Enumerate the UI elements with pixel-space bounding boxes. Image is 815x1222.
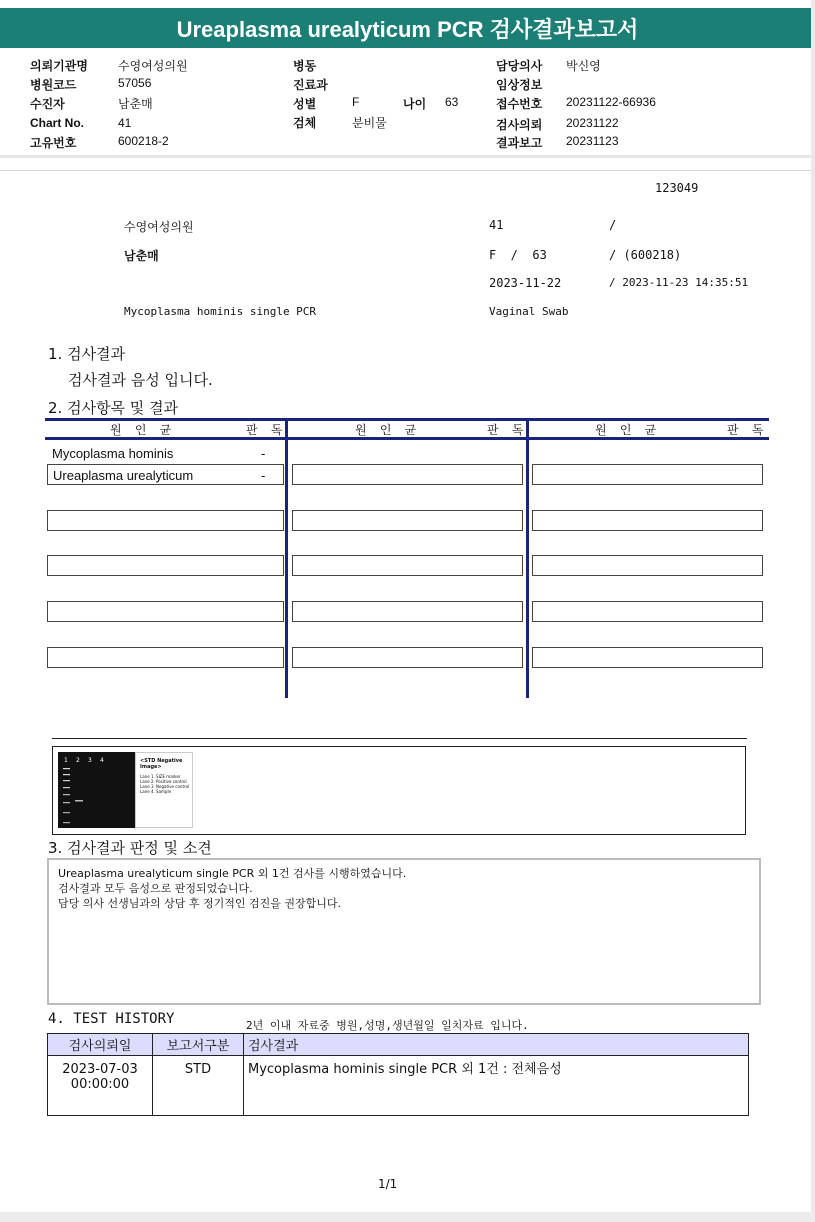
- header-label-sex: 성별: [293, 97, 317, 111]
- header-label-age: 나이: [403, 97, 427, 111]
- lane-label: 2: [76, 757, 80, 764]
- table-cell: [292, 510, 523, 531]
- opinion-line: 담당 의사 선생님과의 상담 후 정기적인 검진을 권장합니다.: [58, 897, 341, 910]
- header-label-clinical-info: 임상정보: [496, 78, 543, 92]
- header-label-ward: 병동: [293, 59, 317, 73]
- record-report-datetime: / 2023-11-23 14:35:51: [609, 276, 749, 289]
- history-col-type: 보고서구분: [153, 1034, 244, 1056]
- header-label-request-date: 검사의뢰: [496, 118, 543, 132]
- record-hospital: 수영여성의원: [124, 220, 194, 234]
- history-header-row: [48, 1034, 749, 1056]
- gel-caption-title: <STD Negative Image>: [140, 758, 183, 770]
- table-column-divider-2: [526, 418, 529, 698]
- col-header-result-3: 판 독: [727, 423, 767, 437]
- header-label-patient: 수진자: [30, 97, 65, 111]
- gel-caption-line: Lane 2. Positive control: [140, 779, 187, 784]
- lane-label: 1: [64, 757, 68, 764]
- opinion-box: [47, 858, 761, 1005]
- record-specimen: Vaginal Swab: [489, 305, 569, 318]
- history-result: Mycoplasma hominis single PCR 외 1건 : 전체음성: [244, 1056, 749, 1116]
- section4-title: 4. TEST HISTORY: [48, 1011, 175, 1027]
- gel-caption: [135, 752, 193, 828]
- section1-title: 1. 검사결과: [48, 345, 126, 363]
- table-cell: [532, 464, 763, 485]
- gel-bands: [58, 752, 135, 828]
- header-label-receipt-no: 접수번호: [496, 97, 543, 111]
- table-cell: [47, 510, 284, 531]
- header-value-unique-no: 600218-2: [118, 134, 169, 148]
- table-cell: [292, 464, 523, 485]
- page-number: 1/1: [378, 1177, 398, 1191]
- gel-caption-line: Lane 1. SIZE marker: [140, 774, 181, 779]
- table-cell: [47, 647, 284, 668]
- table-cell: [292, 601, 523, 622]
- header-value-receipt-no: 20231122-66936: [566, 95, 656, 109]
- report-title: Ureaplasma urealyticum PCR 검사결과보고서: [0, 8, 815, 48]
- record-code: 123049: [655, 181, 699, 195]
- record-request-date: 2023-11-22: [489, 276, 562, 290]
- history-table: [47, 1033, 749, 1116]
- table-cell: [532, 555, 763, 576]
- header-value-request-date: 20231122: [566, 116, 619, 130]
- header-value-sex: F: [352, 95, 360, 109]
- table-cell: [47, 601, 284, 622]
- table-cell: [47, 555, 284, 576]
- col-header-result-1: 판 독: [246, 423, 286, 437]
- record-chart: 41: [489, 218, 504, 232]
- table-cell: [532, 510, 763, 531]
- history-type: STD: [153, 1056, 244, 1116]
- header-value-patient: 남춘매: [118, 97, 153, 111]
- header-label-doctor: 담당의사: [496, 59, 543, 73]
- organism-name: Ureaplasma urealyticum: [53, 468, 194, 483]
- col-header-organism-1: 원 인 균: [110, 423, 175, 437]
- page-top-border: [0, 170, 815, 171]
- header-value-doctor: 박신영: [566, 59, 601, 73]
- record-sex-age: F / 63: [489, 248, 547, 262]
- scrollbar-track[interactable]: [811, 0, 815, 1222]
- table-cell: [532, 647, 763, 668]
- section2-title: 2. 검사항목 및 결과: [48, 399, 179, 417]
- history-date-cell: [48, 1056, 153, 1116]
- lane-label: 4: [100, 757, 104, 764]
- opinion-line: Ureaplasma urealyticum single PCR 외 1건 검사를 시행하였습니다.: [58, 867, 407, 880]
- gel-top-rule: [52, 738, 747, 739]
- organism-result: -: [261, 446, 266, 461]
- table-cell: [292, 555, 523, 576]
- history-date: 2023-07-03: [62, 1062, 138, 1077]
- section3-title: 3. 검사결과 판정 및 소견: [48, 839, 212, 857]
- table-cell: [292, 647, 523, 668]
- table-cell: [532, 601, 763, 622]
- section1-result-text: 검사결과 음성 입니다.: [68, 371, 213, 389]
- table-row: [48, 1056, 749, 1116]
- header-value-report-date: 20231123: [566, 134, 619, 148]
- col-header-organism-2: 원 인 균: [355, 423, 420, 437]
- gel-electrophoresis-image: [58, 752, 135, 828]
- header-label-specimen: 검체: [293, 116, 317, 130]
- col-header-result-2: 판 독: [487, 423, 527, 437]
- record-patient: 남춘매: [124, 249, 159, 263]
- header-label-hospital-code: 병원코드: [30, 78, 77, 92]
- record-test-name: Mycoplasma hominis single PCR: [124, 305, 317, 318]
- header-value-age: 63: [445, 95, 459, 109]
- header-value-specimen: 분비물: [352, 116, 387, 130]
- gel-caption-line: Lane 3. Negative control: [140, 784, 190, 789]
- opinion-line: 검사결과 모두 음성으로 판정되었습니다.: [58, 882, 253, 895]
- header-label-chart-no: Chart No.: [30, 116, 84, 130]
- header-divider: [0, 155, 815, 158]
- header-label-department: 진료과: [293, 78, 328, 92]
- header-label-institution: 의뢰기관명: [30, 59, 88, 73]
- record-id: / (600218): [609, 248, 682, 262]
- header-value-institution: 수영여성의원: [118, 59, 188, 73]
- history-time: 00:00:00: [70, 1077, 130, 1092]
- page-bottom-border: [0, 1212, 815, 1222]
- organism-result: -: [261, 468, 266, 483]
- col-header-organism-3: 원 인 균: [595, 423, 660, 437]
- table-column-divider-1: [285, 418, 288, 698]
- organism-name: Mycoplasma hominis: [52, 446, 174, 461]
- history-col-date: 검사의뢰일: [48, 1034, 153, 1056]
- lane-label: 3: [88, 757, 92, 764]
- header-value-chart-no: 41: [118, 116, 132, 130]
- gel-caption-line: Lane 4. Sample: [140, 789, 172, 794]
- header-label-unique-no: 고유번호: [30, 136, 77, 150]
- section4-note: 2년 이내 자료중 병원,성명,생년월일 일치자료 입니다.: [246, 1019, 529, 1032]
- header-value-hospital-code: 57056: [118, 76, 152, 90]
- header-label-report-date: 결과보고: [496, 136, 543, 150]
- record-slash: /: [609, 218, 617, 232]
- history-col-result: 검사결과: [244, 1034, 749, 1056]
